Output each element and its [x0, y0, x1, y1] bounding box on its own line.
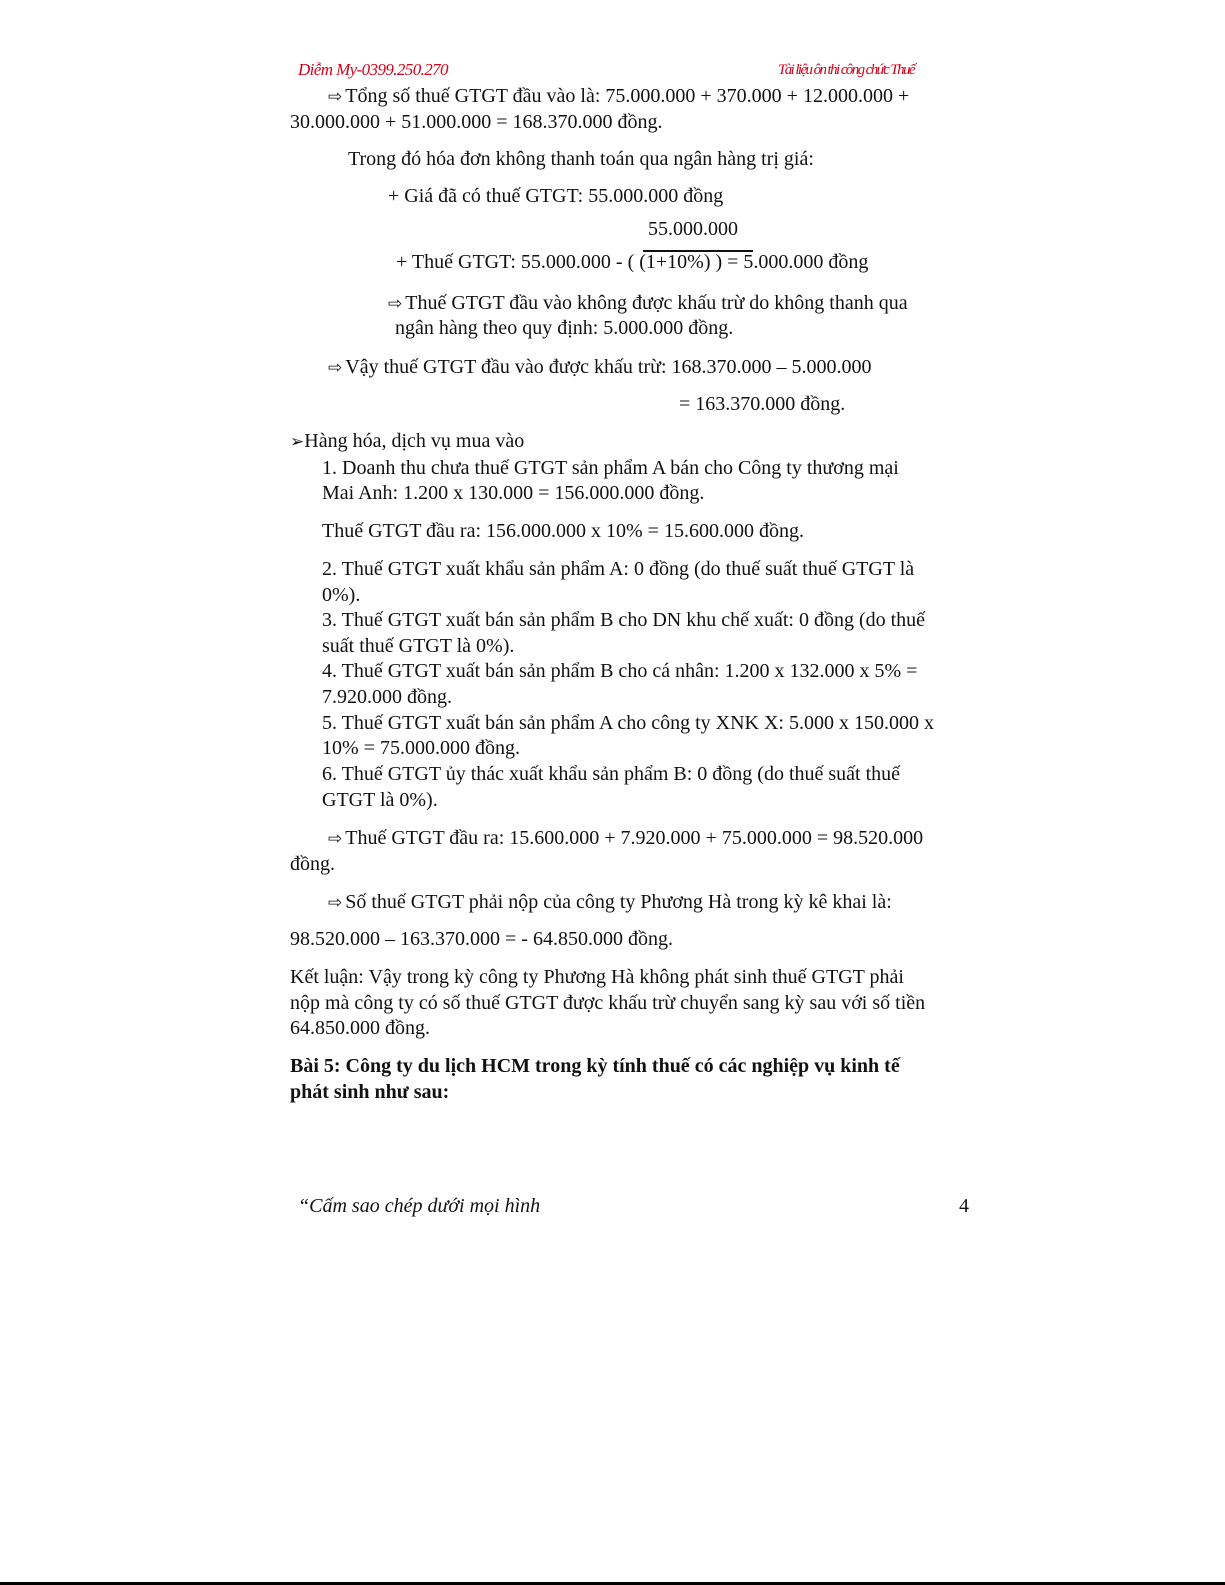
text-line: 2. Thuế GTGT xuất khẩu sản phẩm A: 0 đồng (do thuế suất thuế GTGT là [322, 558, 915, 580]
text-line: Thuế GTGT đầu ra: 156.000.000 x 10% = 15.600.000 đồng. [322, 520, 804, 542]
exercise-heading-cont: phát sinh như sau: [290, 1081, 450, 1103]
text-line [328, 354, 872, 381]
line-text: Tổng số thuế GTGT đầu vào là: 75.000.000 + 370.000 + 12.000.000 + [345, 85, 910, 107]
text-line: 98.520.000 – 163.370.000 = - 64.850.000 đồng. [290, 928, 673, 950]
text-line [328, 889, 892, 916]
text-line: 1. Doanh thu chưa thuế GTGT sản phẩm A bán cho Công ty thương mại [322, 457, 899, 479]
text-line: GTGT là 0%). [322, 789, 438, 811]
text-line: 7.920.000 đồng. [322, 686, 452, 708]
line-text: Số thuế GTGT phải nộp của công ty Phương Hà trong kỳ kê khai là: [345, 891, 892, 913]
text-line [328, 83, 909, 110]
text-line: suất thuế GTGT là 0%). [322, 635, 515, 657]
text-line: 30.000.000 + 51.000.000 = 168.370.000 đồng. [290, 111, 663, 133]
text-line: ngân hàng theo quy định: 5.000.000 đồng. [395, 317, 734, 339]
exercise-heading: Bài 5: Công ty du lịch HCM trong kỳ tính thuế có các nghiệp vụ kinh tế [290, 1055, 900, 1077]
header-title: Tài liệu ôn thi công chức Thuế [778, 62, 914, 78]
text-line [388, 290, 908, 317]
line-text: Thuế GTGT đầu ra: 15.600.000 + 7.920.000 + 75.000.000 = 98.520.000 [345, 827, 924, 849]
arrow-right-icon: ⇨ [328, 829, 343, 849]
fraction-denominator: ( (1+10%) ) [627, 251, 723, 273]
text-line: Trong đó hóa đơn không thanh toán qua ngân hàng trị giá: [348, 148, 814, 170]
fraction-numerator: 55.000.000 [648, 218, 738, 240]
section-heading [290, 428, 524, 455]
header-author: Diễm My-0399.250.270 [298, 60, 448, 79]
text-line: Mai Anh: 1.200 x 130.000 = 156.000.000 đồng. [322, 482, 705, 504]
line-text: + Thuế GTGT: 55.000.000 - [396, 251, 628, 273]
arrow-right-icon: ⇨ [328, 87, 343, 107]
text-line: 3. Thuế GTGT xuất bán sản phẩm B cho DN khu chế xuất: 0 đồng (do thuế [322, 609, 926, 631]
arrow-right-icon: ⇨ [328, 893, 343, 913]
footer-note: “Cấm sao chép dưới mọi hình [298, 1195, 541, 1217]
text-line: = 163.370.000 đồng. [679, 393, 846, 415]
arrow-right-icon: ⇨ [328, 358, 343, 378]
text-line: Kết luận: Vậy trong kỳ công ty Phương Hà không phát sinh thuế GTGT phải [290, 966, 904, 988]
line-text: Vậy thuế GTGT đầu vào được khấu trừ: 168.370.000 – 5.000.000 [345, 356, 872, 378]
arrow-right-icon: ⇨ [388, 294, 403, 314]
text-line: nộp mà công ty có số thuế GTGT được khấu trừ chuyển sang kỳ sau với số tiền [290, 992, 926, 1014]
text-line: + Giá đã có thuế GTGT: 55.000.000 đồng [388, 185, 724, 207]
text-line: 64.850.000 đồng. [290, 1017, 430, 1039]
bullet-arrow-icon: ➢ [290, 432, 305, 452]
text-line: 10% = 75.000.000 đồng. [322, 737, 520, 759]
text-line [328, 825, 923, 852]
text-line: 6. Thuế GTGT ủy thác xuất khẩu sản phẩm B: 0 đồng (do thuế suất thuế [322, 763, 901, 785]
fraction-line [396, 249, 868, 275]
text-line: đồng. [290, 853, 335, 875]
page-number: 4 [959, 1195, 969, 1217]
line-text: Thuế GTGT đầu vào không được khấu trừ do không thanh qua [405, 292, 908, 314]
text-line: 0%). [322, 584, 361, 606]
line-text: = 5.000.000 đồng [722, 251, 869, 273]
line-text: Hàng hóa, dịch vụ mua vào [304, 430, 525, 452]
text-line: 5. Thuế GTGT xuất bán sản phẩm A cho công ty XNK X: 5.000 x 150.000 x [322, 712, 934, 734]
text-line: 4. Thuế GTGT xuất bán sản phẩm B cho cá nhân: 1.200 x 132.000 x 5% = [322, 660, 918, 682]
